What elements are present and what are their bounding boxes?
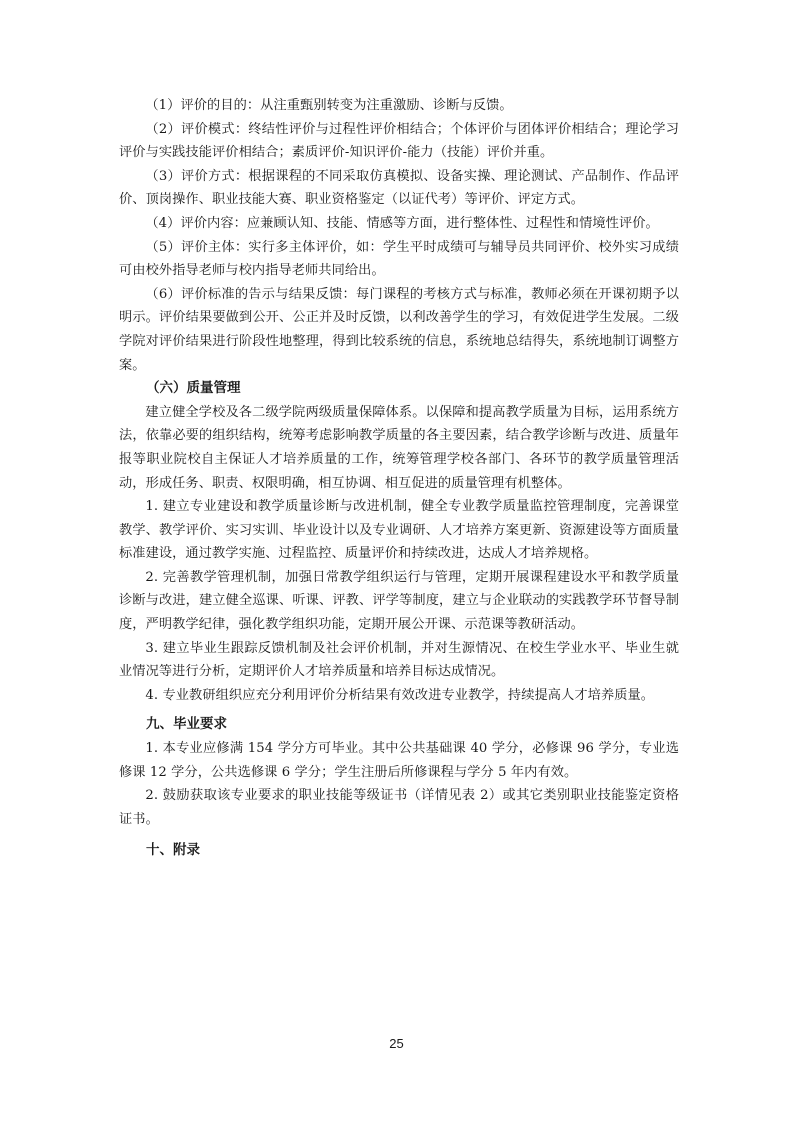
evaluation-method-paragraph: （3）评价方式：根据课程的不同采取仿真模拟、设备实操、理论测试、产品制作、作品评价、顶岗操作、职业技能大赛、职业资格鉴定（以证代考）等评价、评定方式。 (119, 168, 679, 208)
graduation-requirements-heading: 九、毕业要求 (146, 716, 227, 733)
page-number: 25 (389, 1036, 404, 1051)
quality-item-1-paragraph: 1. 建立专业建设和教学质量诊断与改进机制，健全专业教学质量监控管理制度，完善课堂教学、教学评价、实习实训、毕业设计以及专业调研、人才培养方案更新、资源建设等方面质量标准建设，通过教学实施、过程监控、质量评价和持续改进，达成人才培养规格。 (119, 499, 679, 562)
evaluation-subject-paragraph: （5）评价主体：实行多主体评价，如：学生平时成绩可与辅导员共同评价、校外实习成绩可由校外指导老师与校内指导老师共同给出。 (119, 239, 679, 279)
quality-management-heading: （六）质量管理 (146, 380, 241, 397)
appendix-heading: 十、附录 (146, 842, 200, 859)
page-content (119, 94, 679, 863)
quality-item-2-paragraph: 2. 完善教学管理机制，加强日常教学组织运行与管理，定期开展课程建设水平和教学质量诊断与改进，建立健全巡课、听课、评教、评学等制度，建立与企业联动的实践教学环节督导制度，严明教学纪律，强化教学组织功能，定期开展公开课、示范课等教研活动。 (119, 569, 679, 633)
quality-intro-paragraph: 建立健全学校及各二级学院两级质量保障体系。以保障和提高教学质量为目标，运用系统方法，依靠必要的组织结构，统筹考虑影响教学质量的各主要因素，结合教学诊断与改进、质量年报等职业院校自主保证人才培养质量的工作，统筹管理学校各部门、各环节的教学质量管理活动，形成任务、职责、权限明确，相互协调、相互促进的质量管理有机整体。 (119, 404, 679, 491)
evaluation-mode-paragraph: （2）评价模式：终结性评价与过程性评价相结合；个体评价与团体评价相结合；理论学习评价与实践技能评价相结合；素质评价-知识评价-能力（技能）评价并重。 (119, 121, 679, 161)
evaluation-purpose-paragraph: （1）评价的目的：从注重甄别转变为注重激励、诊断与反馈。 (145, 98, 513, 113)
graduation-certificate-paragraph: 2. 鼓励获取该专业要求的职业技能等级证书（详情见表 2）或其它类别职业技能鉴定资格证书。 (119, 788, 679, 827)
quality-item-3-paragraph: 3. 建立毕业生跟踪反馈机制及社会评价机制，并对生源情况、在校生学业水平、毕业生就业情况等进行分析，定期评价人才培养质量和培养目标达成情况。 (119, 640, 679, 680)
quality-item-4-paragraph: 4. 专业教研组织应充分利用评价分析结果有效改进专业教学，持续提高人才培养质量。 (145, 687, 655, 703)
evaluation-content-paragraph: （4）评价内容：应兼顾认知、技能、情感等方面，进行整体性、过程性和情境性评价。 (145, 215, 659, 231)
graduation-credits-paragraph: 1. 本专业应修满 154 学分方可毕业。其中公共基础课 40 学分，必修课 96 学分，专业选修课 12 学分，公共选修课 6 学分；学生注册后所修课程与学分 5 年内有效。 (119, 741, 679, 780)
evaluation-standard-paragraph: （6）评价标准的告示与结果反馈：每门课程的考核方式与标准，教师必须在开课初期予以明示。评价结果要做到公开、公正并及时反馈，以利改善学生的学习，有效促进学生发展。二级学院对评价结果进行阶段性地整理，得到比较系统的信息，系统地总结得失，系统地制订调整方案。 (119, 286, 679, 373)
